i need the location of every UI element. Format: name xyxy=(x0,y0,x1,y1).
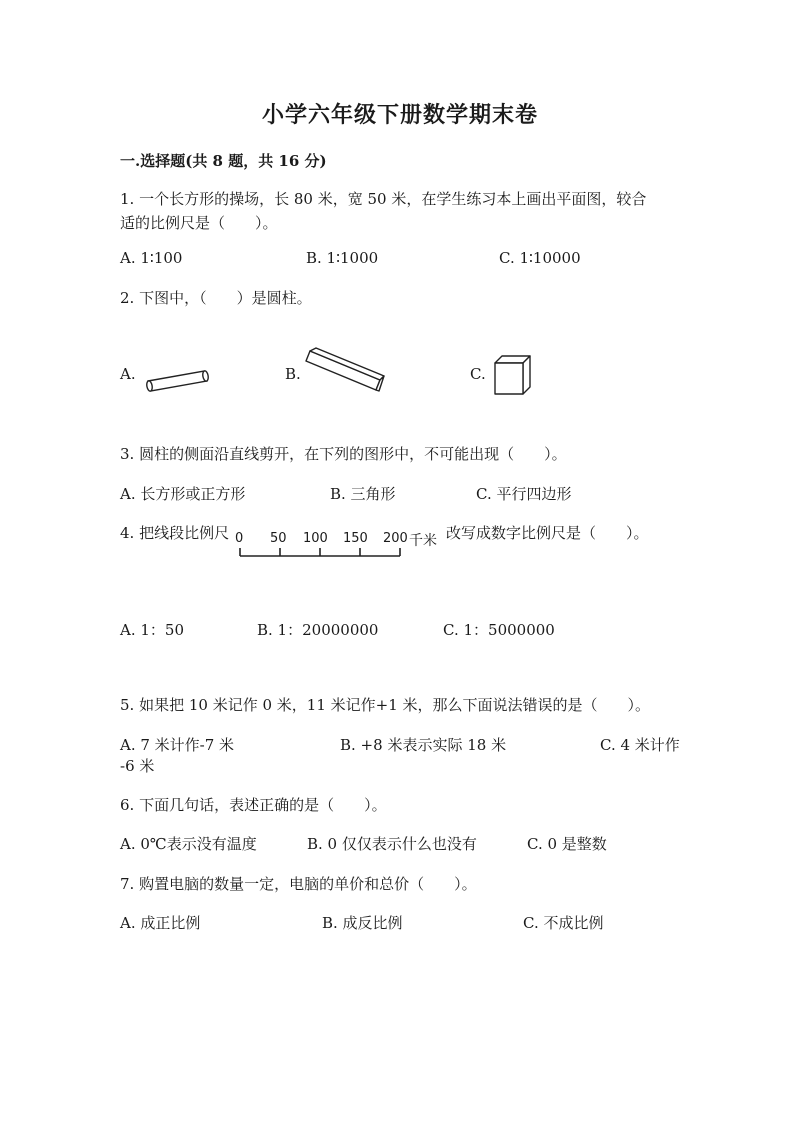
question-2-option-b: B. xyxy=(285,365,301,383)
question-7-option-c: C. 不成比例 xyxy=(523,914,604,932)
question-5-option-c: C. 4 米计作 xyxy=(600,736,680,754)
scale-tick-0: 0 xyxy=(235,531,244,546)
scale-tick-150: 150 xyxy=(343,531,368,546)
question-4-option-b: B. 1：20000000 xyxy=(257,621,379,639)
question-4-line-1-end: 改写成数字比例尺是（ ）。 xyxy=(446,524,649,542)
question-6-option-b: B. 0 仅仅表示什么也没有 xyxy=(307,835,477,853)
question-7-line-1: 7. 购置电脑的数量一定，电脑的单价和总价（ ）。 xyxy=(120,875,477,893)
question-2-option-a: A. xyxy=(120,365,136,383)
question-4-line-1: 4. 把线段比例尺 xyxy=(120,524,230,542)
question-6-option-c: C. 0 是整数 xyxy=(527,835,607,853)
question-4-option-a: A. 1：50 xyxy=(120,621,184,639)
question-1-option-a: A. 1∶100 xyxy=(120,249,183,267)
question-1-option-c: C. 1∶10000 xyxy=(499,249,581,267)
question-3-line-1: 3. 圆柱的侧面沿直线剪开，在下列的图形中，不可能出现（ ）。 xyxy=(120,445,567,463)
question-5-option-b: B. +8 米表示实际 18 米 xyxy=(340,736,507,754)
prism-figure xyxy=(300,346,390,396)
question-1-line-1: 1. 一个长方形的操场，长 80 米，宽 50 米，在学生练习本上画出平面图，较合 xyxy=(120,190,647,208)
scale-tick-200: 200 xyxy=(383,531,408,546)
question-4-option-c: C. 1：5000000 xyxy=(443,621,555,639)
question-5-line-1: 5. 如果把 10 米记作 0 米，11 米记作+1 米，那么下面说法错误的是（ ）。 xyxy=(120,696,651,714)
question-1-option-b: B. 1∶1000 xyxy=(306,249,379,267)
question-7-option-b: B. 成反比例 xyxy=(322,914,403,932)
scale-unit: 千米 xyxy=(409,533,437,549)
question-6-line-1: 6. 下面几句话，表述正确的是（ ）。 xyxy=(120,796,387,814)
page-title: 小学六年级下册数学期末卷 xyxy=(261,102,538,128)
question-3-option-c: C. 平行四边形 xyxy=(476,485,572,503)
scale-tick-50: 50 xyxy=(270,531,287,546)
cylinder-figure xyxy=(140,368,216,402)
question-3-option-b: B. 三角形 xyxy=(330,485,396,503)
question-2-option-c: C. xyxy=(470,365,486,383)
scale-tick-100: 100 xyxy=(303,531,328,546)
question-2-line-1: 2. 下图中，（ ）是圆柱。 xyxy=(120,289,312,307)
question-5-option-c-cont: -6 米 xyxy=(120,757,155,775)
cube-figure xyxy=(493,354,533,396)
section-heading: 一.选择题(共 8 题，共 16 分) xyxy=(120,152,327,170)
question-5-option-a: A. 7 米计作-7 米 xyxy=(120,736,235,754)
question-1-line-2: 适的比例尺是（ ）。 xyxy=(120,214,278,232)
question-6-option-a: A. 0℃表示没有温度 xyxy=(120,835,257,853)
question-7-option-a: A. 成正比例 xyxy=(120,914,201,932)
question-3-option-a: A. 长方形或正方形 xyxy=(120,485,246,503)
